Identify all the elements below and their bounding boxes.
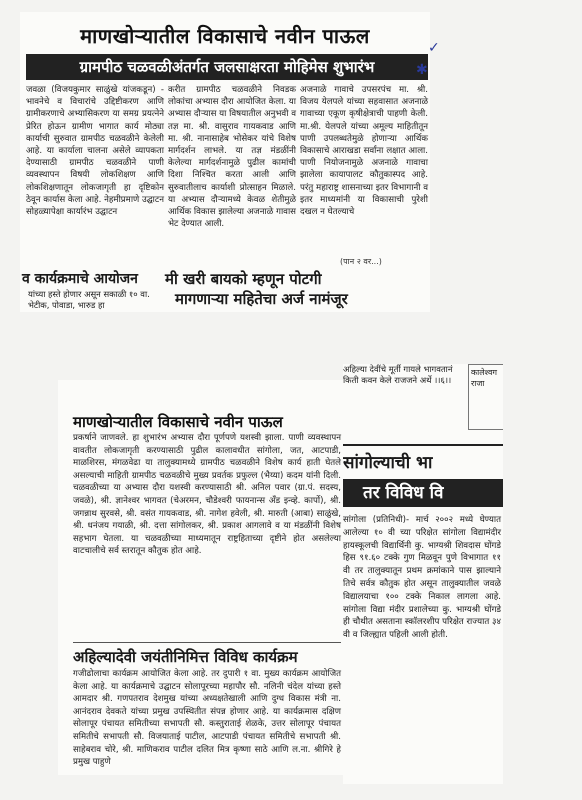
top-column-1: जवळा (विजयकुमार साळुंखे यांजकडून) - भावनेचे व विचारांचे उद्दिष्टीकरण आणि ग्रामीकरणाचे अभ्यासिकरण या समग्र प्रयत्नेने प्रेरित होऊन ग्रामीण भागात कार्य मोठ्या कार्याची सुरुवात ग्रामपीठ चळवळीने केलेली आहे. या कार्याला चालना असेले व्यापकता देण्यासाठी ग्रामपीठ चळवळीने पाणी व्यवस्थापन विषयी लोकशिक्षण आणि लोकशिक्षणातून लोकजागृती हा दृष्टिकोन ठेवून कार्यास केला आहे. नेहमीप्रमाणे उद्घाटन सोहळ्यापेक्षा कार्यारंभ उद्घाटन bbox=[26, 85, 164, 218]
right-text: सांगोला (प्रतिनिधी)- मार्च २००२ मध्ये घेण्यात आलेल्या १० वी च्या परिक्षेत सांगोला विद्यामंदीर हायस्कूलची विद्यार्थिनी कु. भाग्यश्री शिवदास घोंगडे हिस ९१.६० टक्के गुण मिळवून पुणे विभागात ११ वी तर तालुक्यातून प्रथम क्रमांकाने पास झाल्याने तिचे सर्वत्र कौतुक होत असून तालुक्यातील जवळे विद्यालयाचा १०० टक्के निकाल लागला आहे. सांगोला विद्या मंदीर प्रशालेच्या कु. भाग्यश्री घोंगडे ही चौथीत असताना स्कॉलरशीप परिक्षेत राज्यात ३४ वी व जिल्ह्यात पहिली आली होती. bbox=[343, 515, 501, 641]
ink-check-mark: ✓ bbox=[428, 40, 440, 56]
top-clipping bbox=[20, 12, 430, 312]
second-right-title: मी खरी बायको म्हणून पोटगी bbox=[165, 270, 322, 288]
second-left-text: यांच्या हस्ते होणार असून सकाळी १० वा. भेटीक, पोवाडा, भारुड हा bbox=[28, 289, 150, 310]
main-text: प्रकर्षाने जाणवले. हा शुभारंभ अभ्यास दौरा पूर्णपणे यशस्वी झाला. पाणी व्यवस्थापन वावतीत लोकजागृती करण्यासाठी पुढील कालावधीत सांगोला, जत, आटपाडी, माळशिरस, मंगळवेढा या तालुक्यामध्ये ग्रामपीठ चळवळीने विशेष कार्य हाती घेतले असल्याची माहिती ग्रामपीठ चळवळीचे मुख्य प्रवर्तक प्रफुल्ल (भैय्या) कदम यांनी दिली. चळवळीच्या या अभ्यास दौरा यशस्वी करण्यासाठी श्री. अनिल पवार (ग्रा.पं. सदस्य, जवळे), श्री. ज्ञानेश्वर भागवत (चेअरमन, चौडेश्वरी फायनान्स अँड इन्व्हे. कार्पो), श्री. जगन्नाथ सुरवसे, श्री. वसंत गायकवाड, श्री. नागेश हवेली, श्री. मारुती (आबा) साळुंखे, श्री. धनंजय गयाळी, श्री. दत्ता सांगोलकर, श्री. प्रकाश आगलावे व या मंडळींनी विशेष सहभाग घेतला. या चळवळीच्या माध्यमातून राष्ट्रहिताच्या दृष्टीने होत असलेल्या वाटचालीचे सर्व स्तरातून कौतुक होत आहे. bbox=[73, 433, 341, 557]
second-left-title: व कार्यक्रमाचे आयोजन bbox=[22, 271, 138, 287]
right-clipping bbox=[343, 364, 503, 784]
sub-text: गजीढोलाचा कार्यक्रम आयोजित केला आहे. तर दुपारी १ वा. मुख्य कार्यक्रम आयोजित केला आहे. या कार्यक्रमाचे उद्घाटन सोलापूरच्या महापौर सौ. नलिनी चंदेल यांच्या हस्ते आमदार श्री. गणपतराव देशमुख यांच्या अध्यक्षतेखाली आणि दुग्ध विकास मंत्री ना. आनंदराव देवकते यांच्या प्रमुख उपस्थितीत संपन्न होणार आहे. या कार्यक्रमास दक्षिण सोलापूर पंचायत समितीच्या सभापती सौ. कस्तुराताई शेळके, उत्तर सोलापूर पंचायत समितीचे सभापती सौ. विजयाताई पाटील, आटपाडी पंचायत समितीचे सभापती श्री. साहेबराव चोरे, श्री. माणिकराव पाटील दलित मित्र कृष्णा साठे आणि ल.ना. श्रीगिरे हे प्रमुख पाहुणे bbox=[73, 669, 341, 768]
right-headline: सांगोल्याची भा bbox=[343, 444, 503, 480]
main-clipping bbox=[58, 380, 343, 775]
top-column-3: अजनाळे गावाचे उपसरपंच मा. श्री. विजय येलपले यांच्या सहवासात अजनाळे गावाच्या एकूण कृषीक्षेत्राची पाहणी केली. मा.श्री. येलपले यांच्या अमूल्य माहितीतून पाणी उपलब्धतेमुळे होणाऱ्या आर्थिक विकासाचे आराखडा सर्वांना लक्षात आला. पाणी नियोजनामुळे अजनाळे गावाचा झालेला कायापालट कौतुकास्पद आहे. परंतु महाराष्ट्र शासनाच्या इतर विभागानी व इतर माध्यमांनी या विकासाची पुरेशी दखल न घेतल्याचे bbox=[300, 85, 428, 218]
right-top-verse: अहिल्या देवींचे मूर्ती गायले भागवतानं किती कवन केले राजजने अर्थे ।।६।। bbox=[343, 364, 453, 385]
right-subheadline: तर विविध वि bbox=[343, 479, 503, 507]
top-headline: माणखोऱ्यातील विकासाचे नवीन पाऊल bbox=[80, 24, 370, 48]
second-right-subtitle: मागणाऱ्या महितेचा अर्ज नामंजूर bbox=[175, 290, 348, 308]
top-subheadline-strip: ग्रामपीठ चळवळीअंतर्गत जलसाक्षरता मोहिमेस शुभारंभ bbox=[26, 54, 428, 80]
sub-title: अहिल्यादेवी जयंतीनिमित्त विविध कार्यक्रम bbox=[73, 642, 341, 667]
right-top-box: कालेश्वग राजा bbox=[468, 364, 503, 430]
top-column-2: करीत ग्रामपीठ चळवळीने निवडक लोकांचा अभ्यास दौरा आयोजित केला. या अभ्यास दौऱ्यास या विषयातील अनुभवी व तज्ञ मा. श्री. वासुराव गायकवाड आणि मा. श्री. नानासाहेब भोसेकर यांचे विशेष मार्गदर्शन लाभले. या तज्ञ मंडळींनी केलेल्या मार्गदर्शनामुळे पुढील कामांची दिशा निश्चित करता आली आणि सुरुवातीलाच कार्याशी प्रोत्साहन मिळाले. या अभ्यास दौऱ्यामध्ये केवळ शेतीमुळे आर्थिक विकास झालेल्या अजनाळे गावास भेट देण्यात आली. bbox=[168, 85, 296, 230]
continued-note: (पान २ वर...) bbox=[340, 257, 382, 266]
ink-star-mark: ✱ bbox=[416, 62, 428, 78]
second-left-article bbox=[20, 269, 160, 312]
second-right-article bbox=[165, 269, 430, 312]
main-title: माणखोऱ्यातील विकासाचे नवीन पाऊल bbox=[73, 413, 283, 431]
